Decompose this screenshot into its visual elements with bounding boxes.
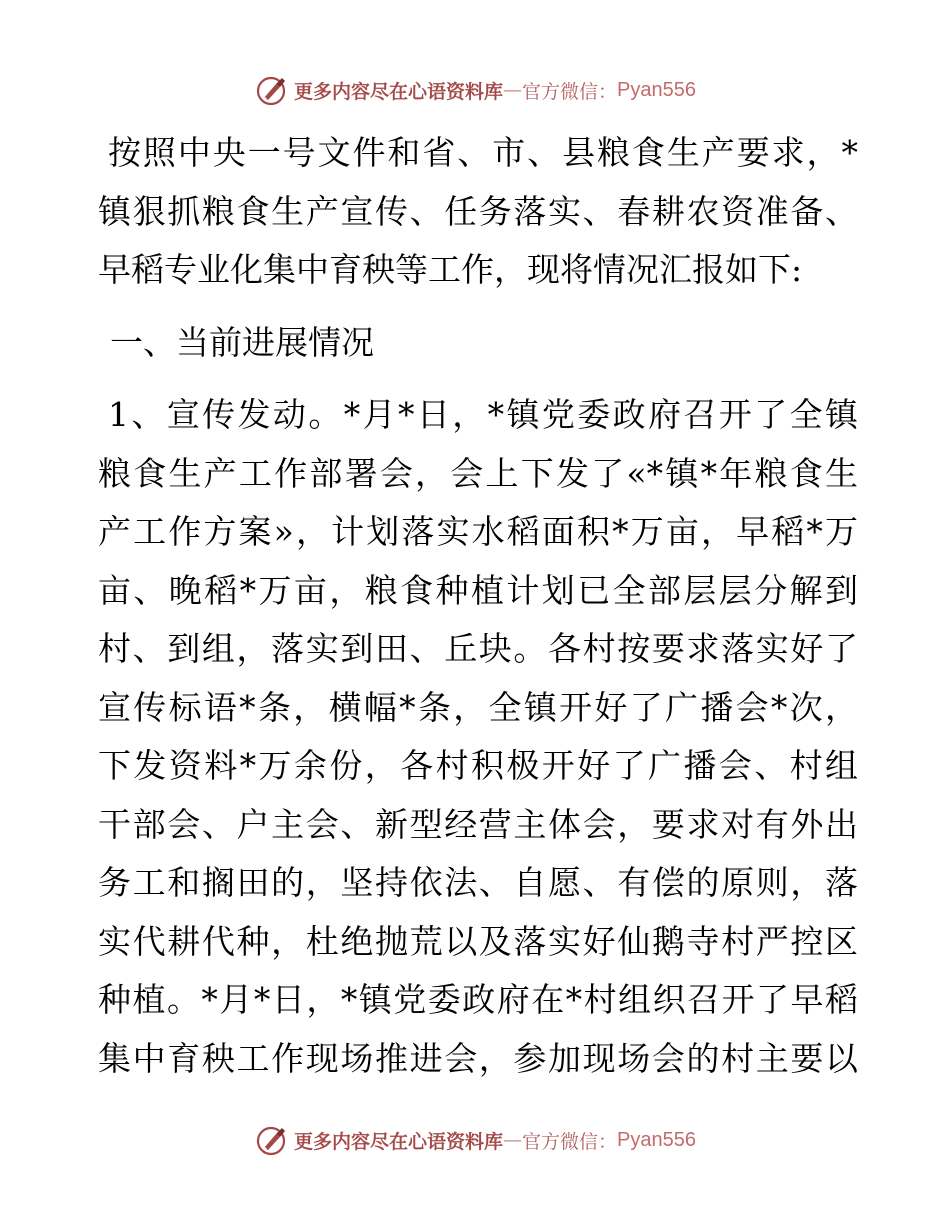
paragraph-line: 宣传标语*条，横幅*条，全镇开好了广播会*次， (98, 687, 858, 727)
watermark-dash: — (503, 1129, 523, 1151)
pen-logo-icon (254, 72, 290, 108)
pen-logo-icon (254, 1122, 290, 1158)
paragraph-line: 粮食生产工作部署会，会上下发了«*镇*年粮食生 (98, 453, 858, 493)
paragraph-line: 产工作方案»，计划落实水稻面积*万亩，早稻*万 (98, 512, 858, 551)
paragraph-line: 种植。*月*日，*镇党委政府在*村组织召开了早稻 (98, 980, 858, 1019)
document-body (98, 124, 858, 1088)
section-title: 一、当前进展情况 (110, 322, 374, 362)
paragraph-line: 实代耕代种，杜绝抛荒以及落实好仙鹅寺村严控区 (98, 921, 858, 961)
watermark-id: Pyan556 (617, 78, 696, 101)
paragraph-line: 干部会、户主会、新型经营主体会，要求对有外出 (98, 804, 858, 844)
paragraph-line: 下发资料*万余份，各村积极开好了广播会、村组 (98, 746, 858, 785)
watermark-dash: — (503, 79, 523, 101)
intro-line: 按照中央一号文件和省、市、县粮食生产要求，* (108, 133, 858, 172)
paragraph-line: 村、到组，落实到田、丘块。各村按要求落实好了 (98, 629, 858, 668)
paragraph-gap (98, 300, 858, 314)
watermark-main-text: 更多内容尽在心语资料库 (294, 1130, 504, 1153)
paragraph-line: 集中育秧工作现场推进会，参加现场会的村主要以 (98, 1038, 858, 1078)
watermark-banner-top (0, 70, 950, 110)
watermark-banner-bottom (0, 1120, 950, 1160)
intro-line: 早稻专业化集中育秧等工作，现将情况汇报如下: (98, 250, 803, 289)
paragraph-line: 亩、晚稻*万亩，粮食种植计划已全部层层分解到 (98, 570, 858, 610)
watermark-sub-text: 官方微信： (522, 80, 618, 103)
watermark-main-text: 更多内容尽在心语资料库 (294, 80, 504, 103)
paragraph-gap (98, 372, 858, 386)
paragraph-line: 1、宣传发动。*月*日，*镇党委政府召开了全镇 (108, 395, 858, 434)
paragraph-line: 务工和搁田的，坚持依法、自愿、有偿的原则，落 (98, 863, 858, 902)
watermark-id: Pyan556 (617, 1128, 696, 1151)
watermark-sub-text: 官方微信： (522, 1130, 618, 1153)
intro-line: 镇狠抓粮食生产宣传、任务落实、春耕农资准备、 (98, 191, 858, 231)
